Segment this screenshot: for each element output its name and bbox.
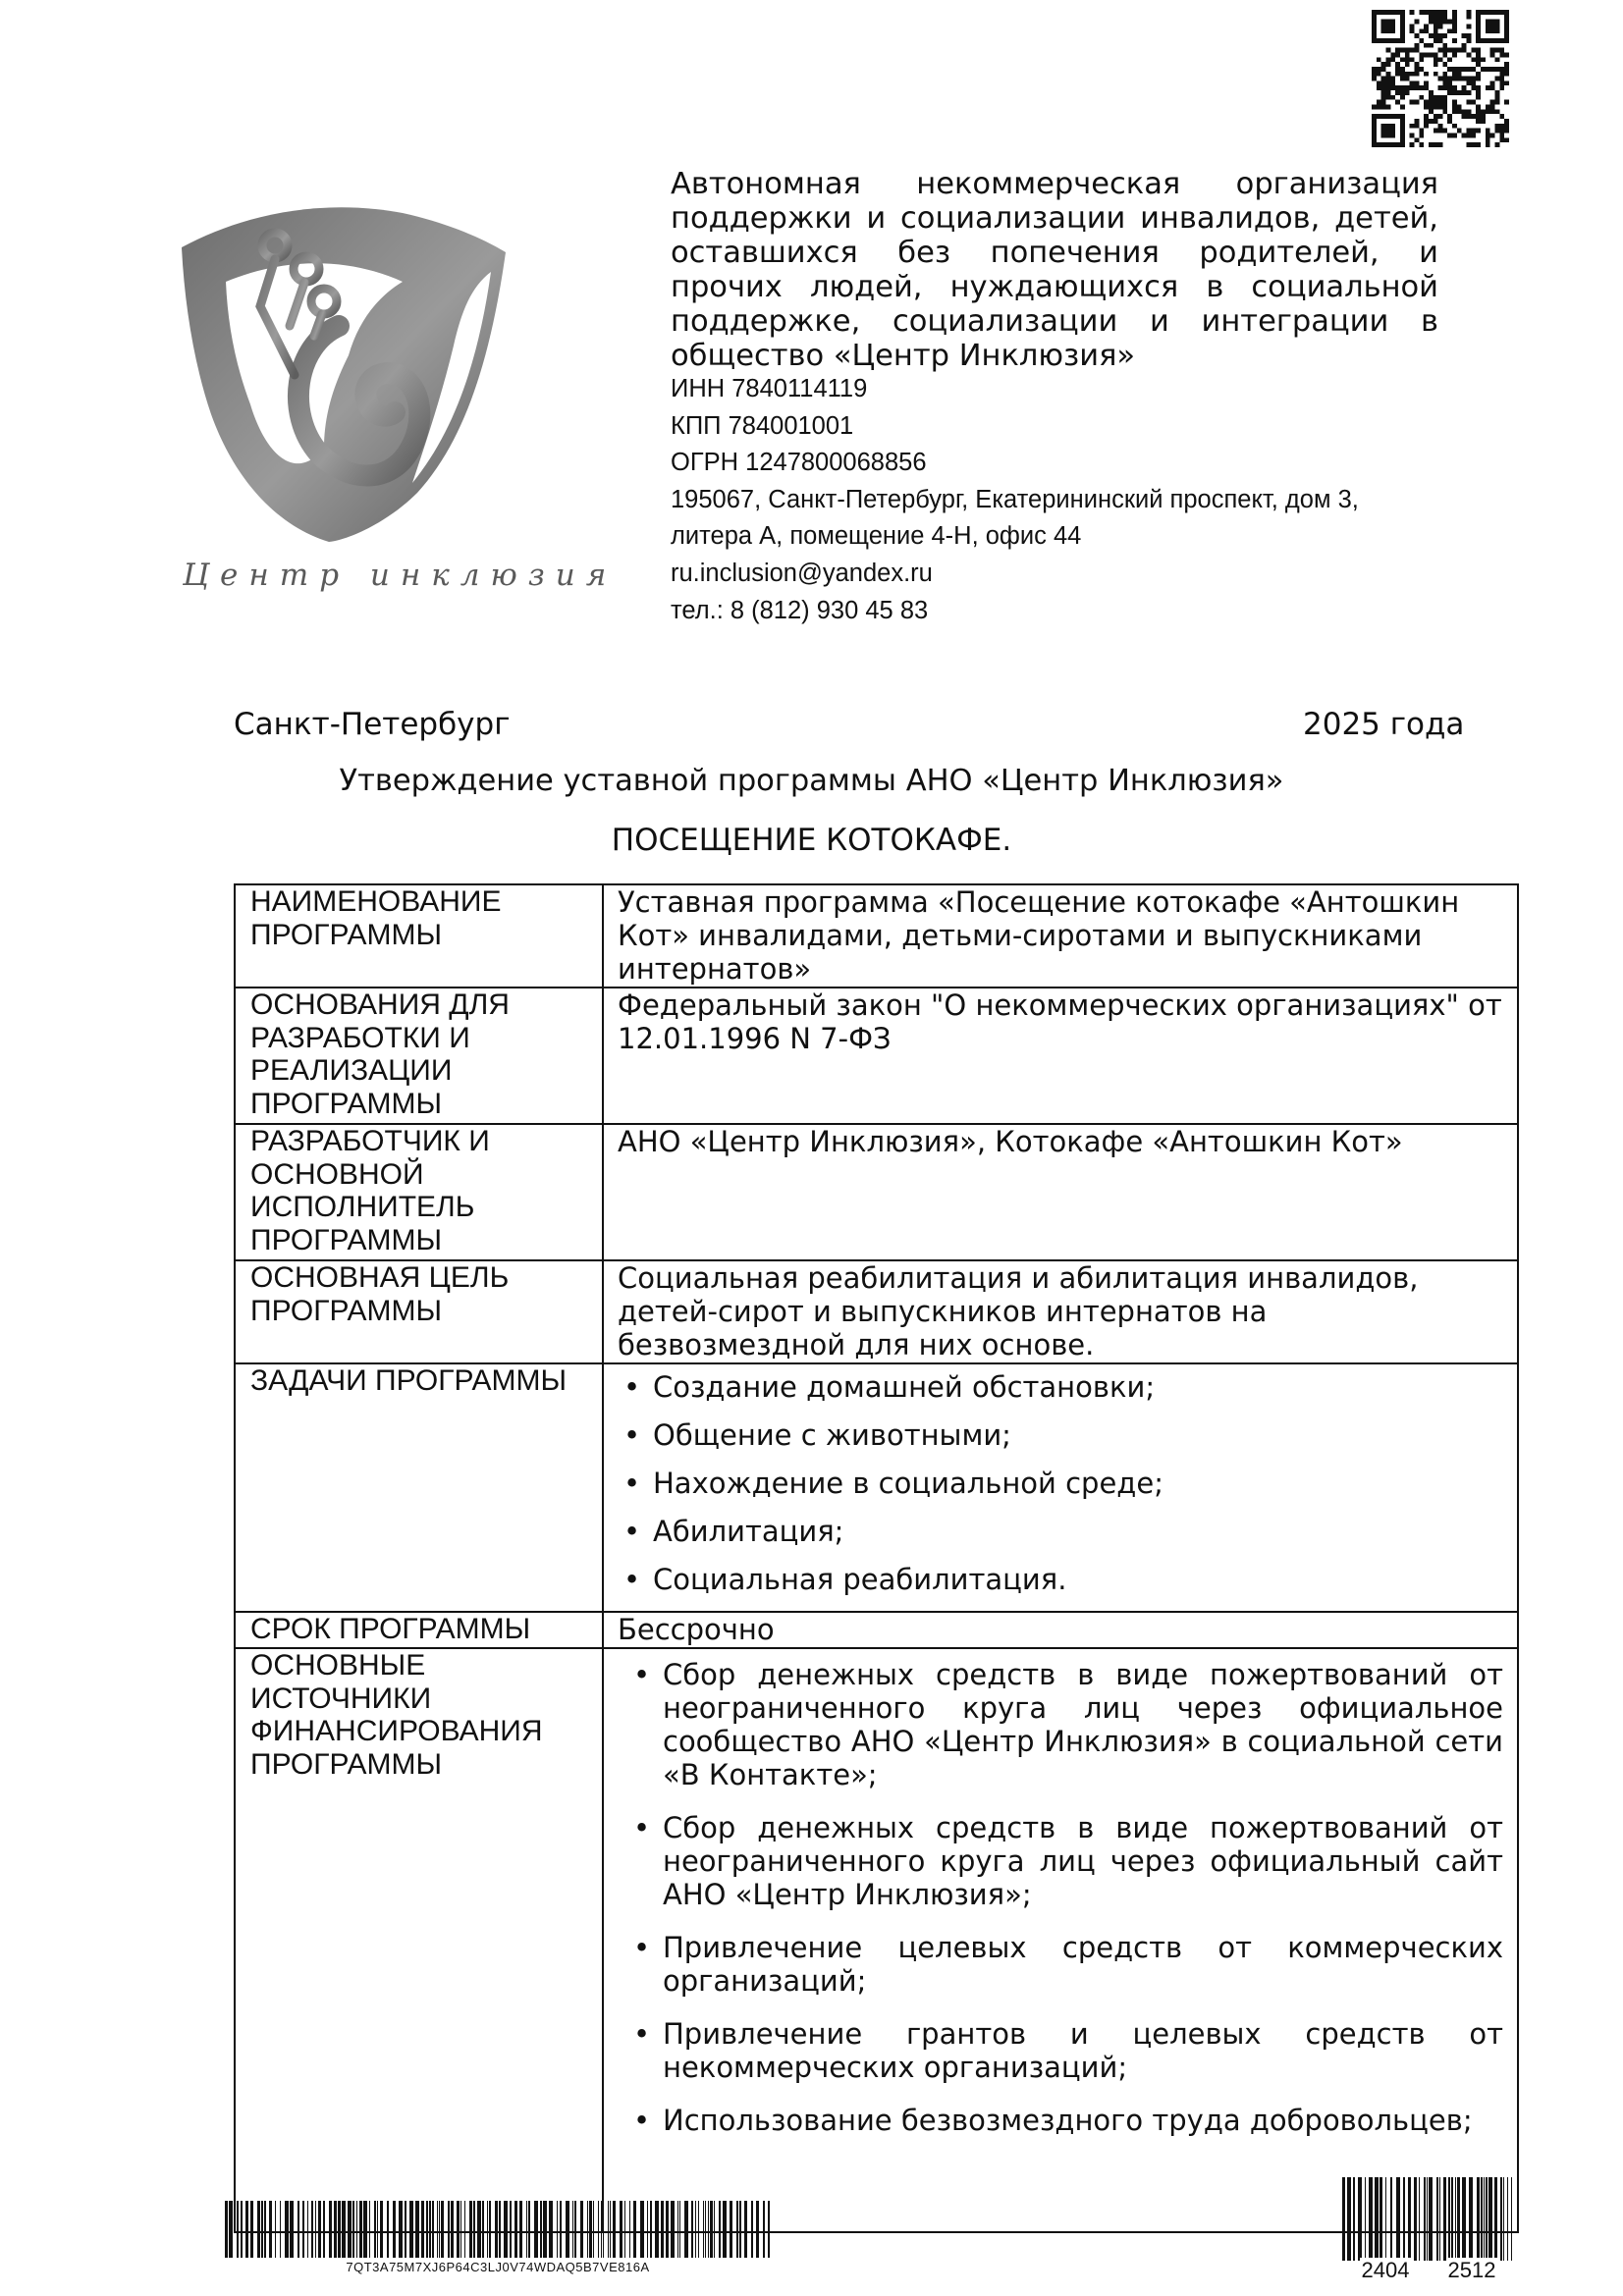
center-inclusion-logo — [177, 188, 511, 542]
row-label: ОСНОВНЫЕ ИСТОЧНИКИ ФИНАНСИРОВАНИЯ ПРОГРАММЫ — [235, 1648, 603, 2232]
barcode-left — [225, 2201, 771, 2258]
program-table — [234, 883, 1519, 2233]
list-item: • Социальная реабилитация. — [653, 1563, 1503, 1596]
document-title: Утверждение уставной программы АНО «Центр Инклюзия» — [339, 764, 1284, 798]
row-label: НАИМЕНОВАНИЕ ПРОГРАММЫ — [235, 884, 603, 988]
address-line-1: 195067, Санкт-Петербург, Екатерининский проспект, дом 3, — [671, 485, 1359, 513]
address-line-2: литера А, помещение 4-Н, офис 44 — [671, 522, 1082, 551]
email: ru.inclusion@yandex.ru — [671, 559, 933, 587]
row-label: ЗАДАЧИ ПРОГРАММЫ — [235, 1363, 603, 1612]
row-label: ОСНОВНАЯ ЦЕЛЬ ПРОГРАММЫ — [235, 1260, 603, 1363]
table-row — [235, 1648, 1518, 2232]
funding-list — [618, 1658, 1503, 2137]
row-value — [603, 1363, 1518, 1612]
row-label: СРОК ПРОГРАММЫ — [235, 1612, 603, 1648]
barcode-left-text: 7QT3A75M7XJ6P64C3LJ0V74WDAQ5B7VE816A — [346, 2260, 650, 2274]
list-item: • Сбор денежных средств в виде пожертвований от неограниченного круга лиц через официальный сайт АНО «Центр Инклюзия»; — [663, 1811, 1503, 1911]
row-value: Уставная программа «Посещение котокафе «Антошкин Кот» инвалидами, детьми-сиротами и выпускниками интернатов» — [603, 884, 1518, 988]
organization-name: Автономная некоммерческая организация поддержки и социализации инвалидов, детей, оставшихся без попечения родителей, и прочих людей, нуждающихся в социальной поддержке, социализации и интеграции в общество «Центр Инклюзия» — [671, 167, 1438, 373]
list-item: • Нахождение в социальной среде; — [653, 1467, 1503, 1500]
row-value: АНО «Центр Инклюзия», Котокафе «Антошкин Кот» — [603, 1124, 1518, 1260]
row-value: Федеральный закон "О некоммерческих организациях" от 12.01.1996 N 7-ФЗ — [603, 988, 1518, 1124]
barcode-right-number-left: 2404 — [1361, 2258, 1410, 2282]
list-item: • Сбор денежных средств в виде пожертвований от неограниченного круга лиц через официальное сообщество АНО «Центр Инклюзия» в социальной сети «В Контакте»; — [663, 1658, 1503, 1791]
table-row — [235, 1363, 1518, 1612]
logo-caption: Центр инклюзия — [183, 558, 618, 593]
row-value: Социальная реабилитация и абилитация инвалидов, детей-сирот и выпускников интернатов на безвозмездной для них основе. — [603, 1260, 1518, 1363]
tasks-list — [618, 1370, 1503, 1596]
barcode-right — [1342, 2177, 1515, 2261]
list-item: • Привлечение целевых средств от коммерческих организаций; — [663, 1931, 1503, 1998]
table-row — [235, 884, 1518, 988]
list-item: • Абилитация; — [653, 1515, 1503, 1548]
list-item: • Использование безвозмездного труда добровольцев; — [663, 2104, 1503, 2137]
row-value: Бессрочно — [603, 1612, 1518, 1648]
inn: ИНН 7840114119 — [671, 375, 868, 402]
organization-details — [671, 371, 1476, 629]
barcode-right-number-right: 2512 — [1447, 2258, 1496, 2282]
document-subtitle: ПОСЕЩЕНИЕ КОТОКАФЕ. — [611, 823, 1012, 858]
list-item: • Привлечение грантов и целевых средств от некоммерческих организаций; — [663, 2017, 1503, 2084]
row-value — [603, 1648, 1518, 2232]
qr-code — [1372, 10, 1509, 147]
year: 2025 года — [1303, 707, 1465, 742]
list-item: • Создание домашней обстановки; — [653, 1370, 1503, 1404]
phone: тел.: 8 (812) 930 45 83 — [671, 596, 929, 624]
row-label: РАЗРАБОТЧИК И ОСНОВНОЙ ИСПОЛНИТЕЛЬ ПРОГРАММЫ — [235, 1124, 603, 1260]
table-row — [235, 1124, 1518, 1260]
ogrn: ОГРН 1247800068856 — [671, 449, 927, 477]
row-label: ОСНОВАНИЯ ДЛЯ РАЗРАБОТКИ И РЕАЛИЗАЦИИ ПРОГРАММЫ — [235, 988, 603, 1124]
barcode-right-text — [1342, 2254, 1515, 2287]
table-row — [235, 1612, 1518, 1648]
city: Санкт-Петербург — [234, 707, 511, 742]
table-row — [235, 1260, 1518, 1363]
kpp: КПП 784001001 — [671, 411, 854, 440]
list-item: • Общение с животными; — [653, 1418, 1503, 1452]
table-row — [235, 988, 1518, 1124]
